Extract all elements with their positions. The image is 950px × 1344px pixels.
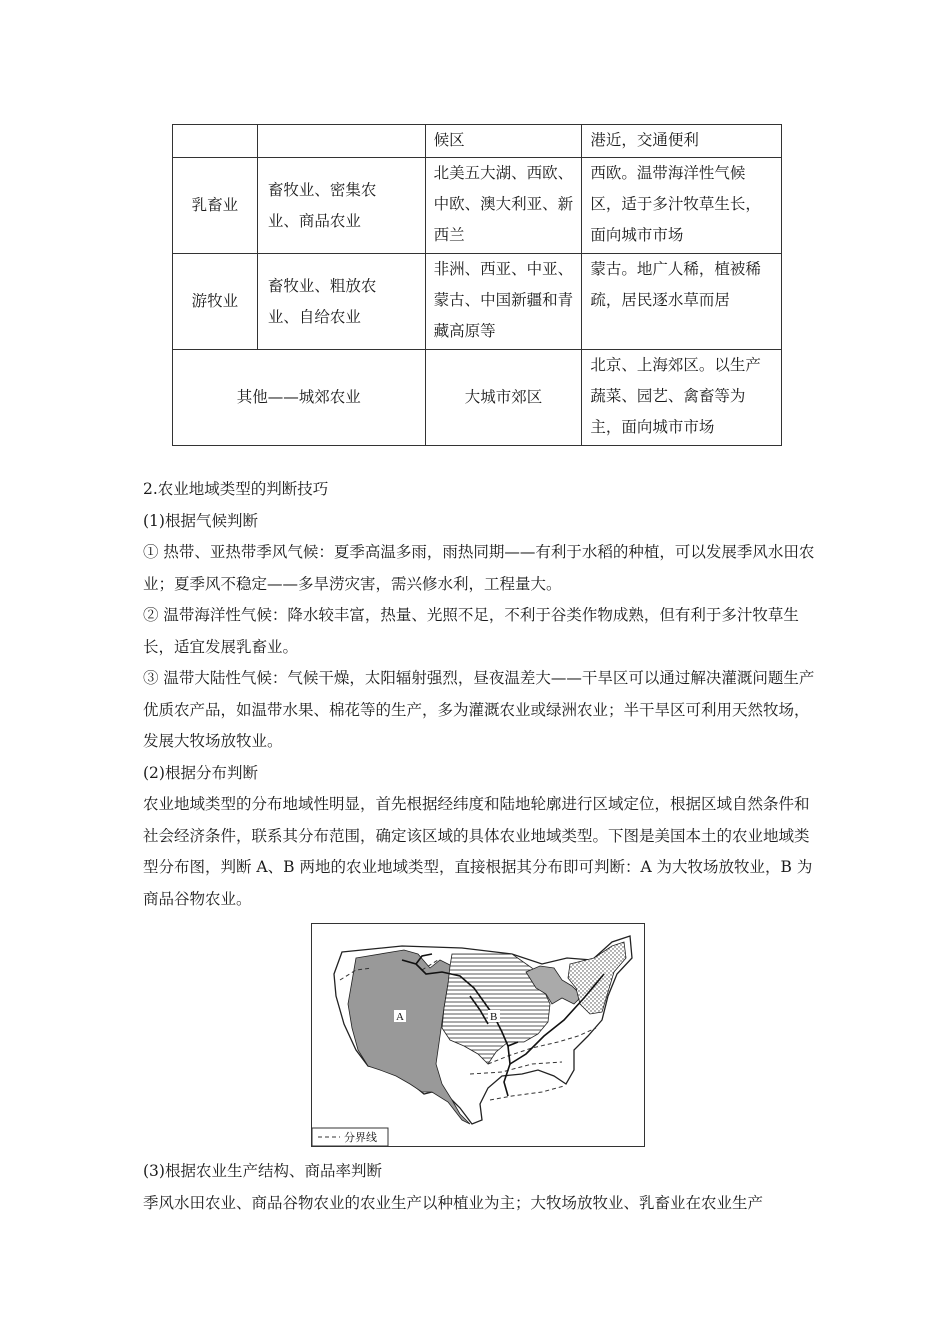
- table-cell: [257, 125, 425, 158]
- paragraph: ③ 温带大陆性气候：气候干燥，太阳辐射强烈，昼夜温差大——干旱区可以通过解决灌溉问题生产优质农产品，如温带水果、棉花等的生产，多为灌溉农业或绿洲农业；半干旱区可利用天然牧场，发展大牧场放牧业。: [143, 669, 815, 750]
- table-cell: 非洲、西亚、中亚、蒙古、中国新疆和青藏高原等: [425, 254, 582, 350]
- table-cell: [173, 125, 258, 158]
- table-cell: 蒙古。地广人稀，植被稀疏，居民逐水草而居: [582, 254, 782, 350]
- map-label-a: A: [396, 1011, 404, 1023]
- table-cell: 大城市郊区: [425, 350, 582, 446]
- table-row: [173, 254, 782, 350]
- subheading: (1)根据气候判断: [143, 511, 258, 530]
- body-text: [143, 474, 823, 915]
- table-cell: 西欧。温带海洋性气候区，适于多汁牧草生长，面向城市市场: [582, 158, 782, 254]
- legend-label: 分界线: [344, 1131, 377, 1144]
- table-cell: 畜牧业、密集农业、商品农业: [257, 158, 425, 254]
- table-cell: 游牧业: [173, 254, 258, 350]
- table-cell: 畜牧业、粗放农业、自给农业: [257, 254, 425, 350]
- table-row: [173, 125, 782, 158]
- paragraph: ① 热带、亚热带季风气候：夏季高温多雨，雨热同期——有利于水稻的种植，可以发展季风水田农业；夏季风不稳定——多旱涝灾害，需兴修水利，工程量大。: [143, 543, 815, 593]
- table-row: [173, 350, 782, 446]
- subheading: (3)根据农业生产结构、商品率判断: [143, 1162, 382, 1180]
- table-cell: 候区: [425, 125, 582, 158]
- table-cell: 乳畜业: [173, 158, 258, 254]
- map-label-b: B: [490, 1011, 498, 1023]
- agriculture-type-table: [172, 124, 782, 446]
- paragraph: ② 温带海洋性气候：降水较丰富，热量、光照不足，不利于谷类作物成熟，但有利于多汁牧草生长，适宜发展乳畜业。: [143, 606, 799, 656]
- table-cell: 北美五大湖、西欧、中欧、澳大利亚、新西兰: [425, 158, 582, 254]
- table-cell: 其他——城郊农业: [173, 350, 426, 446]
- table-cell: 北京、上海郊区。以生产蔬菜、园艺、禽畜等为主，面向城市市场: [582, 350, 782, 446]
- subheading: (2)根据分布判断: [143, 763, 258, 782]
- us-agriculture-map: [311, 923, 645, 1147]
- body-text-continued: [143, 1156, 823, 1219]
- section-heading: 2.农业地域类型的判断技巧: [143, 480, 329, 498]
- table-row: [173, 158, 782, 254]
- paragraph: 农业地域类型的分布地域性明显，首先根据经纬度和陆地轮廓进行区域定位，根据区域自然条件和社会经济条件，联系其分布范围，确定该区域的具体农业地域类型。下图是美国本土的农业地域类型分布图，判断 A、B 两地的农业地域类型，直接根据其分布即可判断：A 为大牧场放牧业，B 为商品谷物农业。: [143, 795, 813, 908]
- paragraph: 季风水田农业、商品谷物农业的农业生产以种植业为主；大牧场放牧业、乳畜业在农业生产: [143, 1193, 764, 1212]
- table-cell: 港近，交通便利: [582, 125, 782, 158]
